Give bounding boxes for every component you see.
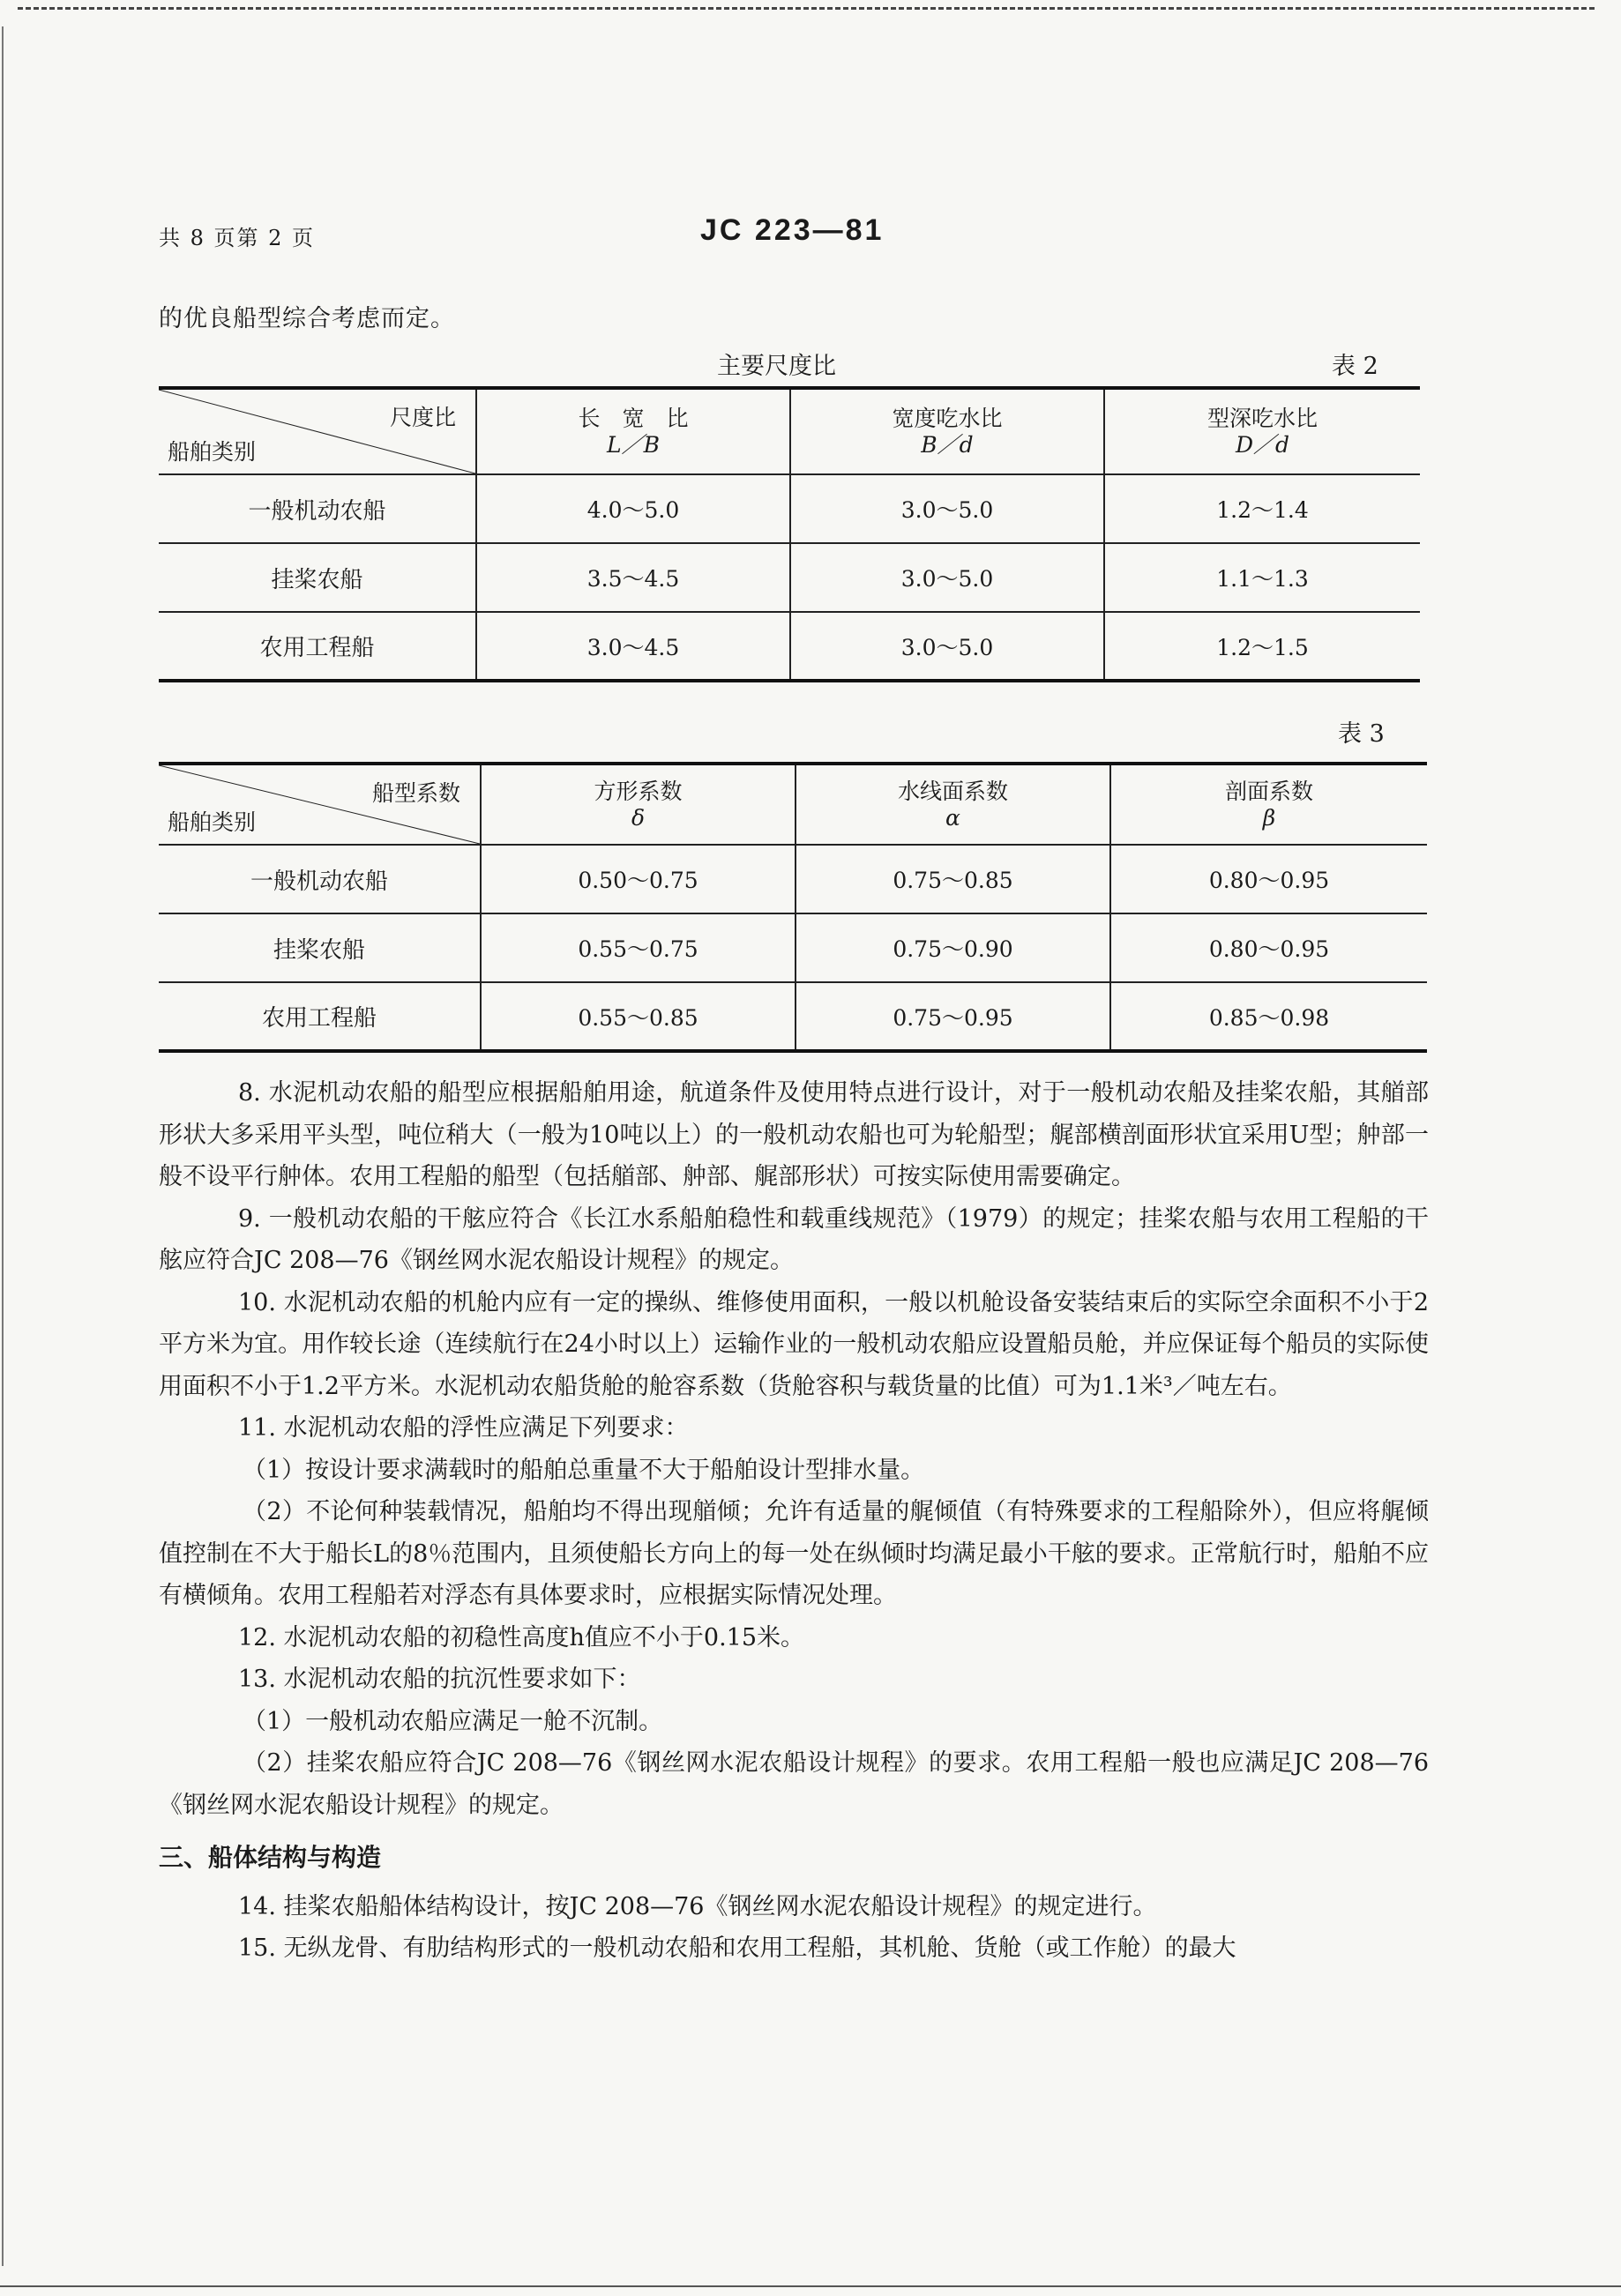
table2-corner-bottom: 船舶类别: [168, 439, 257, 465]
paragraph-8: 8. 水泥机动农船的船型应根据船舶用途，航道条件及使用特点进行设计，对于一般机动农船及挂桨农船，其艏部形状大多采用平头型，吨位稍大（一般为10吨以上）的一般机动农船也可为轮船型；艉部横剖面形状宜采用U型；舯部一般不设平行舯体。农用工程船的船型（包括艏部、舯部、艉部形状）可按实际使用需要确定。: [159, 1079, 1429, 1190]
body-text: [159, 1072, 1429, 1970]
table2-col-header: [476, 388, 790, 474]
paragraph-10: 10. 水泥机动农船的机舱内应有一定的操纵、维修使用面积，一般以机舱设备安装结束后的实际空余面积不小于2平方米为宜。用作较长途（连续航行在24小时以上）运输作业的一般机动农船应设置船员舱，并应保证每个船员的实际使用面积不小于1.2平方米。水泥机动农船货舱的舱容系数（货舱容积与载货量的比值）可为1.1米³／吨左右。: [159, 1288, 1429, 1400]
table3-header-row: [159, 764, 1427, 845]
paragraph-13-2: （2）挂桨农船应符合JC 208—76《钢丝网水泥农船设计规程》的要求。农用工程船一般也应满足JC 208—76《钢丝网水泥农船设计规程》的规定。: [159, 1749, 1429, 1819]
table-cell: 1.1～1.3: [1104, 543, 1420, 612]
row-category: 挂桨农船: [159, 543, 476, 612]
page-bottom-edge: [0, 2285, 1621, 2287]
paragraph-11-2: （2）不论何种装载情况，船舶均不得出现艏倾；允许有适量的艉倾值（有特殊要求的工程船除外），但应将艉倾值控制在不大于船长L的8％范围内，且须使船长方向上的每一处在纵倾时均满足最小干舷的要求。正常航行时，船舶不应有横倾角。农用工程船若对浮态有具体要求时，应根据实际情况处理。: [159, 1498, 1429, 1609]
section-title: 三、船体结构与构造: [159, 1843, 382, 1872]
table-cell: 0.75～0.90: [796, 913, 1110, 982]
table-row: [159, 543, 1420, 612]
table-cell: 3.0～5.0: [790, 612, 1104, 681]
table2-header-row: [159, 388, 1420, 474]
table3-col-symbol: α: [945, 804, 960, 831]
table-row: [159, 845, 1427, 913]
table3-corner-top: 船型系数: [371, 780, 460, 806]
table2-corner-cell: [159, 388, 476, 474]
paragraph-14: 14. 挂桨农船船体结构设计，按JC 208—76《钢丝网水泥农船设计规程》的规定进行。: [238, 1892, 1157, 1920]
table-row: [159, 612, 1420, 681]
table3-col-name: 剖面系数: [1224, 778, 1313, 804]
table3-col-symbol: δ: [631, 804, 646, 831]
table3-col-header: [481, 764, 796, 845]
table-cell: 0.55～0.75: [481, 913, 796, 982]
table3-col-name: 方形系数: [594, 778, 683, 804]
row-category: 农用工程船: [159, 982, 481, 1051]
paragraph-11-1: （1）按设计要求满载时的船舶总重量不大于船舶设计型排水量。: [243, 1456, 925, 1484]
table3-number: 表 3: [1338, 720, 1385, 748]
table-cell: 0.75～0.95: [796, 982, 1110, 1051]
paragraph-12: 12. 水泥机动农船的初稳性高度h值应不小于0.15米。: [238, 1623, 805, 1651]
table2-col-symbol: B／d: [921, 431, 974, 458]
table-cell: 3.0～5.0: [790, 543, 1104, 612]
table3-col-name: 水线面系数: [897, 778, 1008, 804]
paragraph-13: 13. 水泥机动农船的抗沉性要求如下：: [238, 1666, 641, 1693]
paragraph-11: 11. 水泥机动农船的浮性应满足下列要求：: [238, 1414, 689, 1442]
table-cell: 0.75～0.85: [796, 845, 1110, 913]
table2: [159, 386, 1420, 682]
page-left-edge: [2, 26, 4, 2266]
table-cell: 0.80～0.95: [1110, 845, 1427, 913]
table2-col-symbol: L／B: [607, 431, 660, 458]
table3: [159, 762, 1427, 1053]
table-cell: 3.0～4.5: [476, 612, 790, 681]
table-row: [159, 913, 1427, 982]
table3-col-symbol: β: [1262, 804, 1276, 831]
paragraph-13-1: （1）一般机动农船应满足一舱不沉制。: [243, 1707, 663, 1735]
table2-col-header: [790, 388, 1104, 474]
table3-corner-bottom: 船舶类别: [168, 809, 257, 835]
table3-col-header: [1110, 764, 1427, 845]
table-cell: 0.50～0.75: [481, 845, 796, 913]
table-cell: 3.0～5.0: [790, 474, 1104, 543]
row-category: 一般机动农船: [159, 474, 476, 543]
document-id: JC 223—81: [700, 213, 885, 247]
table-cell: 0.85～0.98: [1110, 982, 1427, 1051]
row-category: 挂桨农船: [159, 913, 481, 982]
row-category: 农用工程船: [159, 612, 476, 681]
row-category: 一般机动农船: [159, 845, 481, 913]
table3-corner-cell: [159, 764, 481, 845]
table-row: [159, 982, 1427, 1051]
page-header: [159, 213, 1429, 249]
paragraph-9: 9. 一般机动农船的干舷应符合《长江水系船舶稳性和载重线规范》（1979）的规定；挂桨农船与农用工程船的干舷应符合JC 208—76《钢丝网水泥农船设计规程》的规定。: [159, 1204, 1429, 1274]
table2-title: 主要尺度比: [717, 353, 836, 380]
page-top-edge: [18, 7, 1595, 10]
table2-col-symbol: D／d: [1235, 431, 1290, 458]
table-cell: 3.5～4.5: [476, 543, 790, 612]
intro-text: 的优良船型综合考虑而定。: [159, 305, 455, 332]
table-cell: 0.80～0.95: [1110, 913, 1427, 982]
table2-number: 表 2: [1332, 353, 1378, 380]
table-cell: 1.2～1.4: [1104, 474, 1420, 543]
table2-col-header: [1104, 388, 1420, 474]
table3-col-header: [796, 764, 1110, 845]
table2-col-name: 型深吃水比: [1206, 405, 1318, 431]
page-number: 共 8 页第 2 页: [159, 226, 316, 250]
table2-corner-top: 尺度比: [389, 405, 456, 430]
table-cell: 0.55～0.85: [481, 982, 796, 1051]
table-cell: 4.0～5.0: [476, 474, 790, 543]
table-cell: 1.2～1.5: [1104, 612, 1420, 681]
paragraph-15: 15. 无纵龙骨、有肋结构形式的一般机动农船和农用工程船，其机舱、货舱（或工作舱）的最大: [238, 1934, 1236, 1962]
table-row: [159, 474, 1420, 543]
table2-col-name: 长 宽 比: [578, 405, 689, 431]
table2-col-name: 宽度吃水比: [892, 405, 1003, 431]
